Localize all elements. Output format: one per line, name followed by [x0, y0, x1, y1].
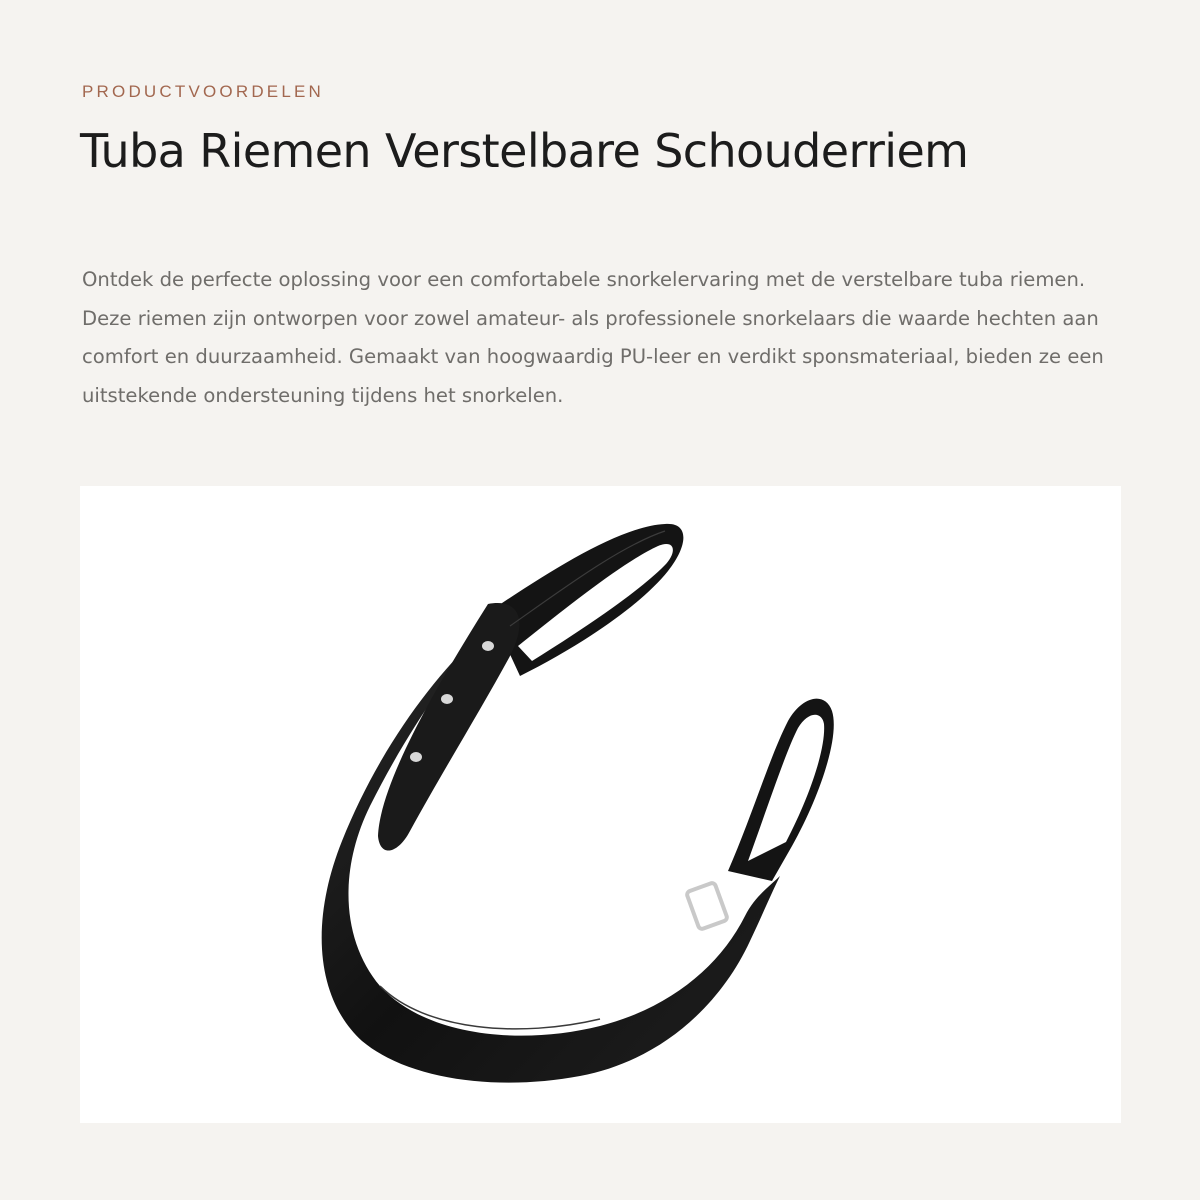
section-eyebrow: PRODUCTVOORDELEN — [82, 82, 325, 101]
product-title: Tuba Riemen Verstelbare Schouderriem — [80, 124, 969, 178]
product-description: Ontdek de perfecte oplossing voor een comfortabele snorkelervaring met de verstelbare tuba riemen. Deze riemen zijn ontworpen voor zowel amateur- als professionele snorkelaars die waarde hechten aan comfort en duurzaamheid. Gemaakt van hoogwaardig PU-leer en verdikt sponsmateriaal, bieden ze een uitstekende ondersteuning tijdens het snorkelen. — [82, 268, 1104, 407]
product-image — [80, 486, 1121, 1123]
strap-illustration — [80, 486, 1121, 1123]
buckle — [686, 882, 728, 930]
adjustment-strap — [378, 603, 519, 850]
